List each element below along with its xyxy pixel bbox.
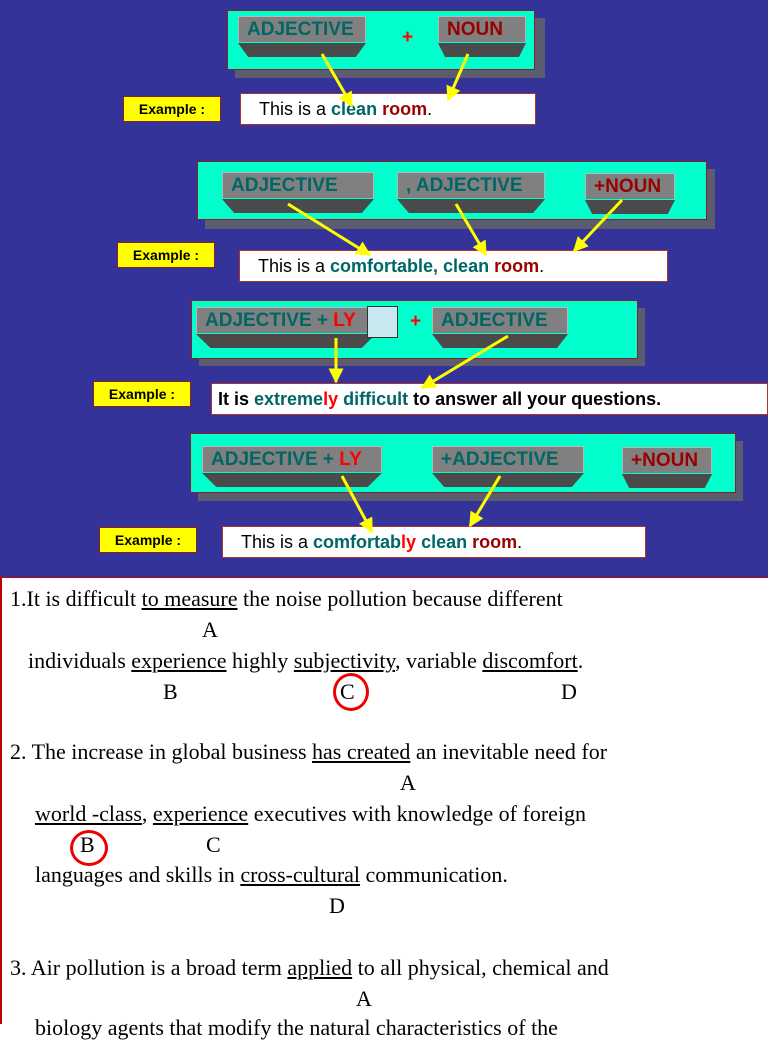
rule3-adjective-tile — [432, 307, 568, 333]
q1-line2 — [28, 648, 583, 674]
example-text: to answer all your questions. — [408, 389, 662, 409]
example-suffix: ly — [401, 532, 417, 552]
q2-line1 — [10, 739, 607, 765]
q1-option-d: discomfort — [482, 648, 578, 673]
example-noun: room — [472, 532, 518, 552]
q-text: individuals — [28, 648, 132, 673]
example-adjective: comfortable, clean — [330, 256, 490, 276]
example-text: . — [539, 256, 545, 276]
rule3-adverb-tile — [196, 307, 376, 333]
rule1-example-label: Example : — [123, 96, 221, 122]
example-adverb-stem: extreme — [254, 389, 324, 409]
rule1-noun-tile — [438, 16, 526, 42]
q1-letter-c: C — [340, 679, 355, 704]
tile-label: ADJECTIVE — [231, 175, 338, 196]
example-text: . — [517, 532, 523, 552]
rule1-example-sentence — [240, 93, 536, 125]
q2-option-c: experience — [152, 801, 249, 826]
q3-letter-a: A — [356, 986, 372, 1011]
tile-label: +ADJECTIVE — [441, 449, 559, 470]
q-text: an inevitable need for — [410, 739, 608, 764]
q-text: , variable — [395, 648, 483, 673]
q-text: executives with knowledge of foreign — [248, 801, 587, 826]
q2-line2 — [35, 801, 586, 827]
tile-label: ADJECTIVE — [247, 19, 354, 40]
q3-line1 — [10, 955, 609, 981]
rule3-example-sentence — [211, 383, 768, 415]
tile-label: +NOUN — [594, 176, 662, 197]
tile-label: ADJECTIVE + — [205, 310, 334, 331]
q2-line3 — [35, 862, 508, 888]
example-text: This is a — [258, 256, 331, 276]
rule2-example-sentence — [239, 250, 668, 282]
rule2-second-adjective-tile — [397, 172, 545, 198]
q1-letter-a: A — [202, 617, 218, 642]
example-text: . — [427, 99, 433, 119]
q-text: the noise pollution because different — [237, 586, 563, 611]
q3-option-a: applied — [287, 955, 353, 980]
example-text: It is — [218, 389, 255, 409]
blank-box — [367, 306, 398, 338]
q-text: , — [141, 801, 153, 826]
rule4-noun-tile — [622, 447, 712, 473]
rule4-example-sentence — [222, 526, 646, 558]
q2-letter-c: C — [206, 832, 221, 857]
rule1-adjective-tile — [238, 16, 366, 42]
q3-line2: biology agents that modify the natural characteristics of the — [35, 1015, 558, 1040]
q-text: languages and skills in — [35, 862, 241, 887]
rule2-adjective-tile — [222, 172, 374, 198]
quiz-section — [0, 577, 768, 1040]
example-text: This is a — [241, 532, 314, 552]
q1-option-b: experience — [131, 648, 227, 673]
example-adverb-stem: comfortab — [313, 532, 402, 552]
q-text: 2. The increase in global business — [10, 739, 313, 764]
q-text: communication. — [360, 862, 508, 887]
example-adjective: clean — [331, 99, 378, 119]
example-noun: room — [494, 256, 540, 276]
rule4-adjective-tile — [432, 446, 584, 472]
tile-suffix: LY — [333, 310, 356, 331]
answer-circle — [333, 673, 369, 711]
q1-letter-d: D — [561, 679, 577, 704]
example-suffix: ly — [323, 389, 339, 409]
q1-option-c: subjectivity — [293, 648, 396, 673]
rule1-plus: + — [402, 27, 414, 48]
q1-option-a: to measure — [141, 586, 238, 611]
q-text: 3. Air pollution is a broad term — [10, 955, 288, 980]
rule2-example-label: Example : — [117, 242, 215, 268]
q2-letter-a: A — [400, 770, 416, 795]
rule3-plus: + — [410, 311, 422, 332]
q-text: . — [577, 648, 584, 673]
q2-option-b: world -class — [35, 801, 142, 826]
q2-letter-b: B — [80, 832, 95, 857]
rule4-example-label: Example : — [99, 527, 197, 553]
tile-suffix: LY — [339, 449, 362, 470]
rule3-example-label: Example : — [93, 381, 191, 407]
q-text: to all physical, chemical and — [352, 955, 609, 980]
tile-label: ADJECTIVE — [441, 310, 548, 331]
tile-label: NOUN — [447, 19, 503, 40]
q1-line1 — [10, 586, 563, 612]
tile-label: , ADJECTIVE — [406, 175, 523, 196]
rule2-noun-tile — [585, 173, 675, 199]
q-text: highly — [226, 648, 294, 673]
example-adjective: difficult — [343, 389, 409, 409]
q1-letter-b: B — [163, 679, 178, 704]
example-adjective: clean — [421, 532, 468, 552]
q-text: 1.It is difficult — [10, 586, 142, 611]
answer-circle — [70, 830, 108, 866]
q2-option-d: cross-cultural — [240, 862, 361, 887]
example-text: This is a — [259, 99, 332, 119]
q2-letter-d: D — [329, 893, 345, 918]
example-noun: room — [382, 99, 428, 119]
tile-label: ADJECTIVE + — [211, 449, 340, 470]
rule4-adverb-tile — [202, 446, 382, 472]
tile-label: +NOUN — [631, 450, 699, 471]
q2-option-a: has created — [312, 739, 411, 764]
